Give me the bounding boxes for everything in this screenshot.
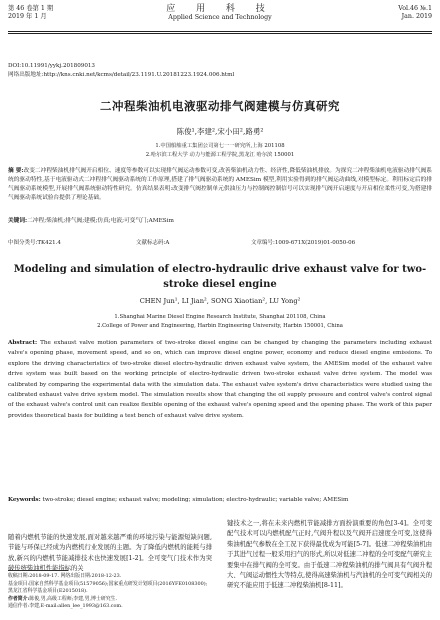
corresponding-author: 通信作者:李建,E-mail:allen_lee_1993@163.com. (8, 603, 123, 610)
author-bio-text: 陈俊,男,高级工程师;李建,男,博士研究生. (29, 595, 118, 602)
keywords-cn-label: 关键词: (8, 218, 28, 224)
authors-en: CHEN Jun¹, LI Jian², SONG Xiaotian², LU Yong² (139, 297, 301, 305)
footnotes (8, 573, 212, 611)
header-rule-thin (8, 33, 432, 34)
abstract-en-label: Abstract: (8, 340, 38, 346)
keywords-en-text: two-stroke; diesel engine; exhaust valve; modeling; simulation; electro-hydraulic; variable valve; AMESim (42, 497, 349, 503)
date-cn: 2019 年 1 月 (8, 13, 47, 20)
affiliations-en (0, 313, 440, 331)
affiliation-cn-2: 2.哈尔滨工程大学 动力与能源工程学院,黑龙江 哈尔滨 150001 (145, 151, 295, 158)
affiliations-cn (0, 142, 440, 159)
authors-cn: 陈俊¹,李建²,宋小田²,路勇² (176, 127, 264, 136)
clc-number: 中图分类号:TK421.4 (8, 240, 61, 246)
body-text-right: 键技术之一,将在未来内燃机节能减排方面扮演重要的角色[3-4]。全可变配气技术可以内燃机配气正时,气阀升程以及气阀开启速度全可变,这使得柴油机配气参数在全工况下获得最优成为可能[5-7]。低速二冲程柴油机由于其进气过程一般采用扫气的形式,所以对低速二冲程的全可变配气研究主要集中在排气阀的全可变。由于低速二冲程柴油机的排气阀具有气阀升程大、气阀运动惯性大等特点,使得高速柴油机与汽油机的全可变气阀相关的研究不能应用于低速二冲程柴油机[8-11]。 (227, 520, 432, 590)
abstract-cn-label: 摘 要: (8, 168, 24, 174)
title-cn: 二冲程柴油机电液驱动排气阀建模与仿真研究 (100, 99, 340, 113)
header-right (398, 5, 432, 21)
running-header (8, 5, 432, 29)
received-date: 收稿日期:2018-09-17. 网络出版日期:2018-12-23. (8, 573, 122, 579)
abstract-en (8, 338, 432, 421)
abstract-cn (8, 167, 432, 203)
title-en: Modeling and simulation of electro-hydraulic drive exhaust valve for two-stroke diesel engine (13, 264, 427, 290)
online-url: 网络出版地址:http://kns.cnki.net/kcms/detail/23.1191.U.20181223.1924.006.html (8, 72, 235, 78)
abstract-en-text: The exhaust valve motion parameters of two-stroke diesel engine can be changed by changing the parameters including exhaust valve's opening phase, movement speed, and so on, which can improve diesel engine power, economy and reduce diesel engine emissions. To explore the driving characteristics of two-stroke diesel electro-hydraulic driven exhaust valve system, the AMESim model of the exhaust valve drive system was built based on the working principle of electro-hydraulic driven two-stroke exhaust valve drive system. The model was calibrated by comparing the experimental data with the simulation data. The exhaust valve system's drive characteristics were studied using the calibrated exhaust valve drive system model. The simulation results show that changing the oil supply pressure and control valve's control signal of the exhaust valve's control unit can realize flexible opening of the exhaust valve's opening speed and the opening phase. The work of this paper provides theoretical basis for building a test bench of exhaust valve drive system. (8, 340, 432, 419)
header-rule-thick (8, 31, 432, 32)
volume-en: Vol.46 №.1 (398, 5, 432, 12)
affiliation-en-2: 2.College of Power and Engineering, Harbin Engineering University, Harbin 150001, China (97, 323, 343, 329)
abstract-cn-text: 改变二冲程柴油机排气阀开启相位、速度等参数可以实现排气阀运动参数可变,改善柴油机动力性、经济性,降低柴油机排放。为探究二冲程柴油机电液驱动排气阀系统的驱动特性,基于电液驱动式二冲程排气阀驱动系统的工作原理,搭建了排气阀驱动系统的 AMESim 模型,利用实验得到的排气阀运动曲线,对模型标定。利用标定后的排气阀驱动系统模型,开展排气阀系统驱动特性研究。仿真结果表明:改变排气阀控制单元供油压力与控制阀控制信号可以实现排气阀开启速度与开启相位柔性可变,为搭建排气阀驱动系统试验台提供了理论基础。 (8, 168, 432, 202)
affiliation-en-1: 1.Shanghai Marine Diesel Engine Research Institute, Shanghai 201108, China (114, 314, 326, 320)
document-code: 文献标志码:A (136, 240, 170, 246)
keywords-en-label: Keywords: (8, 497, 41, 503)
date-en: Jan. 2019 (401, 13, 432, 20)
body-text-left: 随着内燃机节能的快速发展,面对越来越严重的环境污染与能源短缺问题,节能与环保已经成为内燃机行业发展的主题。为了降低内燃机的能耗与排放,新兴的内燃机节能减排技术也快速发展[1-2]。全可变气门技术作为突破传统柴油机性能指标的关 (8, 534, 212, 573)
keywords-cn-text: 二冲程;柴油机;排气阀;建模;仿真;电液;可变气门;AMESim (27, 218, 174, 224)
doi: DOI:10.11991/yykj.201809013 (8, 63, 95, 69)
footnote-rule (8, 570, 68, 571)
fund-info: 基金项目:国家自然科学基金项目(51579056);国家重点研发计划项目(2016YFE0108300);黑龙江省科学基金项目(E2015018). (8, 580, 208, 595)
header-center (8, 4, 432, 22)
author-bio-label: 作者简介: (8, 595, 30, 602)
journal-title-en: Applied Science and Technology (168, 14, 272, 21)
keywords-cn (8, 217, 432, 226)
affiliation-cn-1: 1.中国船舶重工集团公司第七一一研究所,上海 201108 (155, 143, 285, 149)
volume-cn: 第 46 卷第 1 期 (8, 5, 54, 12)
article-number: 文章编号:1009-671X(2019)01-0050-06 (251, 240, 356, 246)
journal-title-cn: 应 用 科 技 (166, 4, 274, 14)
keywords-en (8, 496, 432, 505)
